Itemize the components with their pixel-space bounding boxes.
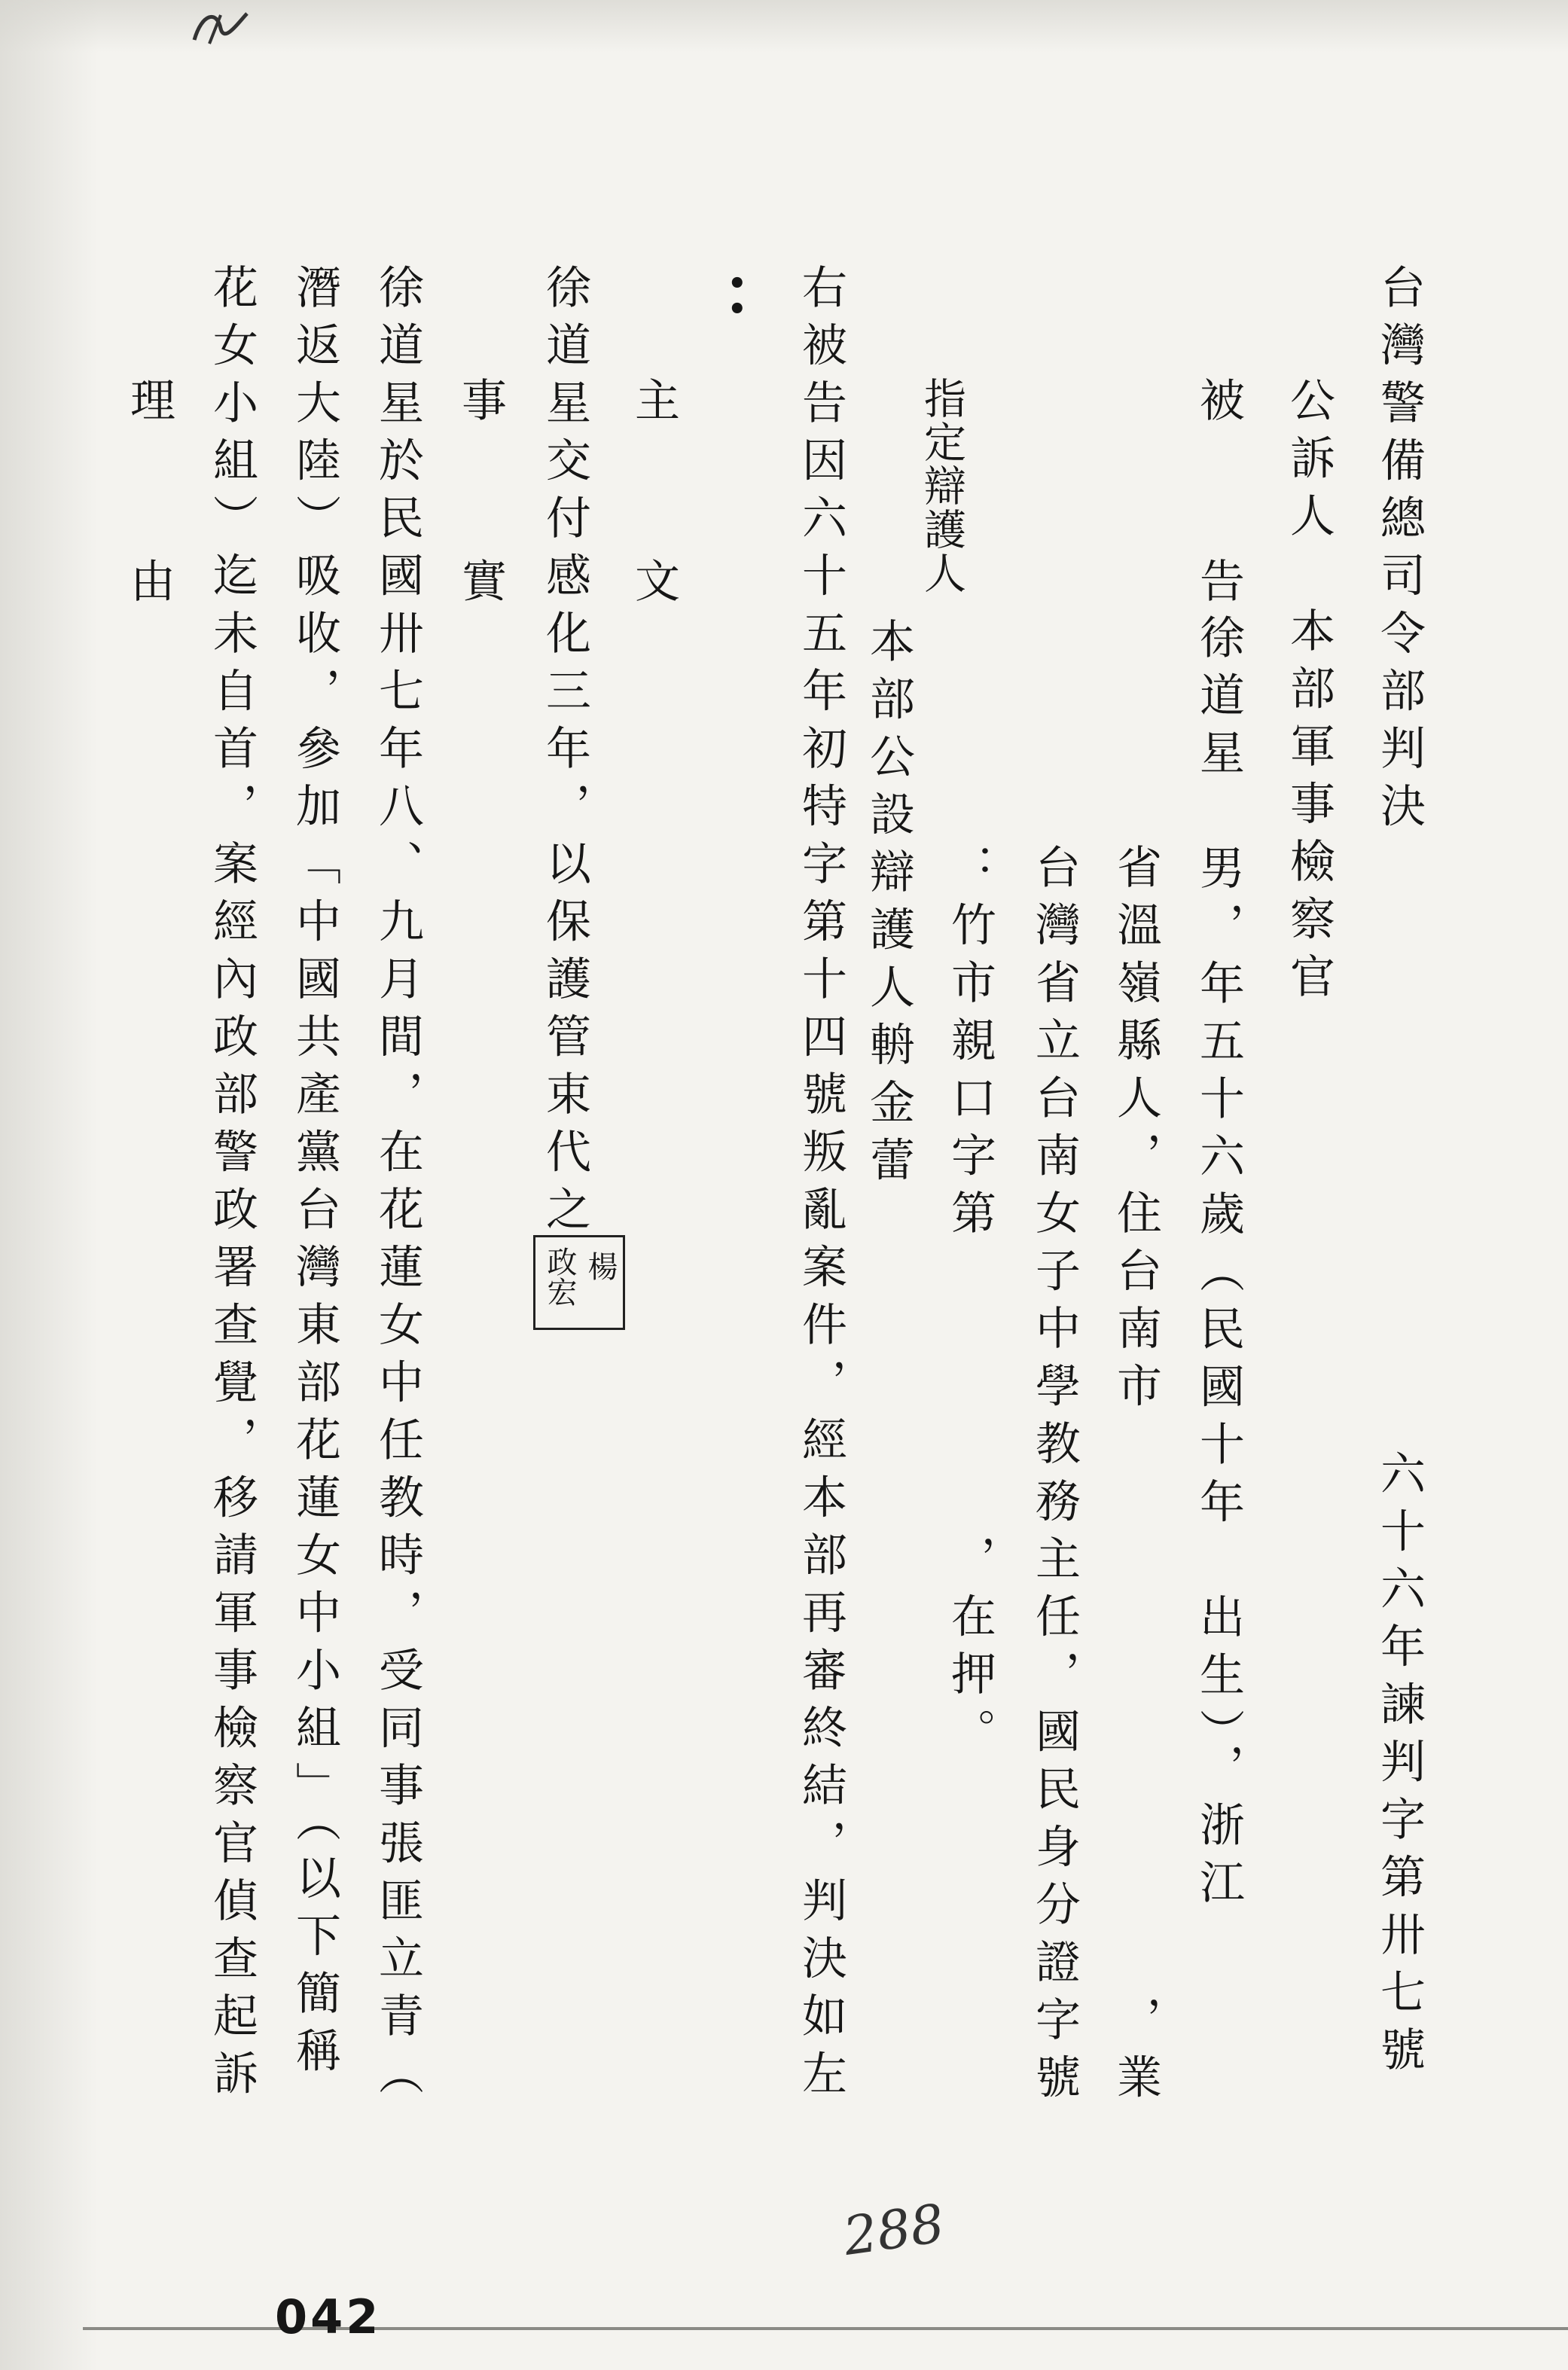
- handwritten-number: 288: [839, 2192, 948, 2268]
- intro-line: 右被告因六十五年初特字第十四號叛亂案件，經本部再審終結，判決如左: [795, 264, 847, 2107]
- defender-label: 指定辯護人: [917, 377, 966, 595]
- page-left-edge: [0, 0, 98, 2370]
- facts-heading: 事 實: [454, 377, 507, 648]
- page-number: 042: [275, 2289, 382, 2344]
- main-heading: 主 文: [627, 377, 680, 648]
- defendant-line4: ：竹市親口字第 ，在押。: [944, 843, 996, 1765]
- main-text: 徐道星交付感化三年，以保護管束代之: [538, 264, 591, 1243]
- defendant-line2: 省溫嶺縣人，住台南市 ，業: [1109, 843, 1162, 2111]
- defendant-label: 被 告: [1192, 377, 1245, 648]
- corner-handwritten-mark: [187, 6, 255, 51]
- name-seal-stamp: [533, 1235, 625, 1330]
- facts-line2: 潛返大陸）吸收，參加「中國共產黨台灣東部花蓮女中小組」（以下簡稱: [288, 264, 341, 2085]
- facts-line1: 徐道星於民國卅七年八、九月間，在花蓮女中任教時，受同事張匪立青（: [371, 264, 424, 2107]
- defender-line: 本部公設辯護人輈金蕾: [862, 618, 915, 1194]
- facts-line3: 花女小組）迄未自首，案經內政部警政署查覺，移請軍事檢察官偵查起訴: [206, 264, 258, 2107]
- seal-char-1: 楊: [583, 1251, 618, 1281]
- seal-char-2: 政宏: [542, 1246, 577, 1307]
- reason-heading: 理 由: [123, 377, 175, 648]
- defendant-line3: 台灣省立台南女子中學教務主任，國民身分證字號: [1028, 843, 1081, 2111]
- intro-colon: • •: [728, 266, 747, 327]
- defendant-line1: 徐道星 男，年五十六歲（民國十年 出生），浙江: [1192, 614, 1245, 1917]
- document-title: 台灣警備總司令部判決: [1373, 264, 1426, 840]
- prosecutor-line: 公訴人 本部軍事檢察官: [1283, 377, 1335, 1011]
- case-number: 六十六年諫判字第卅七號: [1373, 1450, 1426, 2084]
